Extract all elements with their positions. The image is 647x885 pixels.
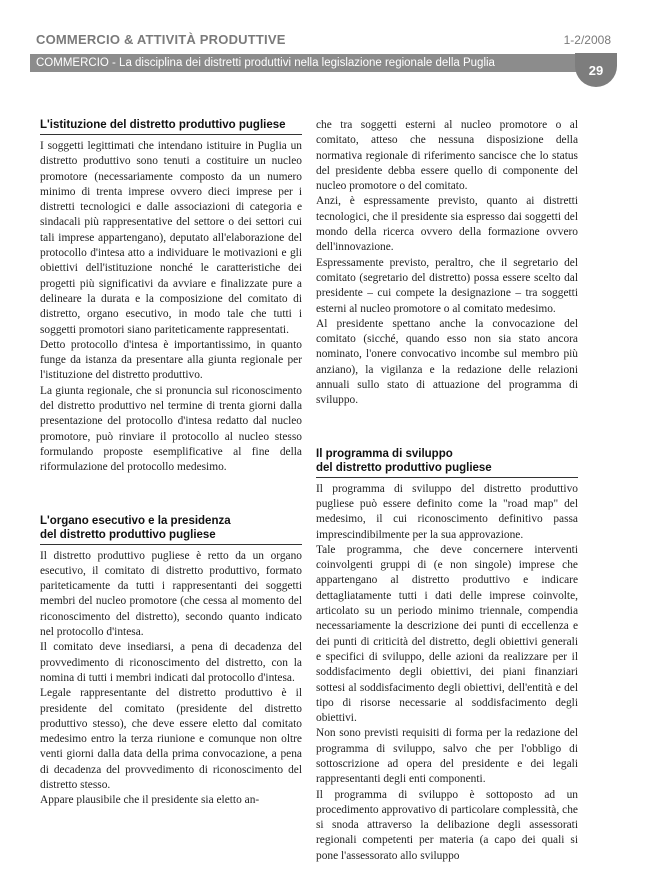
section-heading-programma-sviluppo — [316, 447, 578, 478]
heading-line: del distretto produttivo pugliese — [40, 528, 216, 541]
paragraph: Il programma di sviluppo è sottoposto ad un procedimento approvativo di particolare complessità, che si snoda attraverso la delibazione degli assessorati regionali competenti per materia (a capo dei quali si pone l'assessorato allo sviluppo — [316, 788, 578, 862]
heading-line: del distretto produttivo pugliese — [316, 461, 492, 474]
section-heading-istituzione: L'istituzione del distretto produttivo pugliese — [40, 118, 302, 135]
paragraph: Il distretto produttivo pugliese è retto da un organo esecutivo, il comitato di distretto produttivo, formato pariteticamente da tutti i rappresentanti dei soggetti membri del nucleo promotore (che cessa al momento del riconoscimento del distretto), secondo quanto indicato nel protocollo d'intesa. — [40, 549, 302, 639]
heading-line: L'organo esecutivo e la presidenza — [40, 514, 231, 527]
section-rubric: COMMERCIO & ATTIVITÀ PRODUTTIVE — [36, 32, 286, 47]
paragraph: che tra soggetti esterni al nucleo promotore o al comitato, atteso che nessuna disposizione della normativa regionale di riferimento sancisce che lo status del presidente debba essere quello di componente del nucleo promotore o del comitato. — [316, 119, 578, 193]
paragraph: Tale programma, che deve concernere interventi coinvolgenti gruppi di (e non singole) imprese che appartengano al distretto produttivo e indicare dettagliatamente tutti i dati delle imprese coinvolte, articolato su un periodo minimo triennale, compendia necessariamente la descrizione dei punti di eccellenza e dei punti di criticità del distretto, degli obiettivi generali e specifici di sviluppo, delle azioni da realizzare per il soddisfacimento degli obiettivi, dei piani finanziari sottesi al soddisfacimento degli obiettivi, dell'entità e del tipo di risorse necessarie al soddisfacimento degli obiettivi. — [316, 543, 578, 725]
paragraph: Il programma di sviluppo del distretto produttivo pugliese può essere definito come la "road map" del medesimo, il cui riconoscimento definitivo passa imprescindibilmente per la sua approvazione. — [316, 482, 578, 541]
page-number-badge: 29 — [575, 53, 617, 87]
paragraph: Appare plausibile che il presidente sia eletto an- — [40, 794, 260, 807]
section-heading-organo-esecutivo — [40, 514, 302, 545]
left-column — [40, 118, 302, 809]
paragraph: I soggetti legittimati che intendano istituire in Puglia un distretto produttivo sono tenuti a costituire un nucleo promotore (necessariamente composto da un numero minimo di trenta imprese ovvero dieci imprese per i distretti tecnologici e dalle associazioni di categoria e sindacali più rappresentative del settore o dei settori cui tali imprese appartengano), deputato all'elaborazione del protocollo d'intesa atto a individuare le motivazioni e gli obiettivi dell'istituzione nonché le caratteristiche dei progetti più significativi da avviare e finalizzate pure a delineare la durata e la composizione del comitato di distretto, organo esecutivo, in modo tale che tutti i soggetti promotori siano pariteticamente rappresentati. — [40, 140, 302, 336]
heading-line: Il programma di sviluppo — [316, 447, 453, 460]
paragraph: Il comitato deve insediarsi, a pena di decadenza del provvedimento di riconoscimento del distretto, con la nomina di tutti i membri indicati dal protocollo d'intesa. — [40, 641, 302, 684]
running-header: COMMERCIO - La disciplina dei distretti produttivi nella legislazione regionale della Puglia — [30, 54, 588, 72]
paragraph: Non sono previsti requisiti di forma per la redazione del programma di sviluppo, salvo che per l'obbligo di sottoscrizione ad opera del presidente e dei legali rappresentanti degli enti componenti. — [316, 727, 578, 786]
paragraph: La giunta regionale, che si pronuncia sul riconoscimento del distretto produttivo nel termine di trenta giorni dalla presentazione del protocollo d'intesa redatto dal nucleo promotore, può rinviare il protocollo al nucleo stesso formulando proposte esemplificative al fine della riformulazione del protocollo medesimo. — [40, 384, 302, 474]
paragraph: Espressamente previsto, peraltro, che il segretario del comitato (segretario del distretto) possa essere scelto dal presidente – cui compete la designazione – tra soggetti esterni al nucleo promotore o al comitato medesimo. — [316, 256, 578, 315]
issue-number: 1-2/2008 — [563, 33, 611, 47]
paragraph: Al presidente spettano anche la convocazione del comitato (sicché, quando esso non sia stato ancora nominato, l'onere convocativo incombe sul membro più anziano), la vigilanza e la redazione delle relazioni annuali sullo stato di attuazione del programma di sviluppo. — [316, 317, 578, 407]
right-column — [316, 118, 578, 864]
paragraph: Legale rappresentante del distretto produttivo è il presidente del comitato (presidente del distretto produttivo stesso), che deve essere eletto dal comitato medesimo entro la terza riunione e comunque non oltre venti giorni dalla data della prima convocazione, a pena di decadenza del provvedimento di riconoscimento del distretto stesso. — [40, 687, 302, 791]
paragraph: Detto protocollo d'intesa è importantissimo, in quanto funge da istanza da presentare alla giunta regionale per l'istituzione del distretto produttivo. — [40, 338, 302, 382]
paragraph: Anzi, è espressamente previsto, quanto ai distretti tecnologici, che il presidente sia espresso dai soggetti del mondo della ricerca ovvero della formazione ovvero dell'innovazione. — [316, 195, 578, 254]
